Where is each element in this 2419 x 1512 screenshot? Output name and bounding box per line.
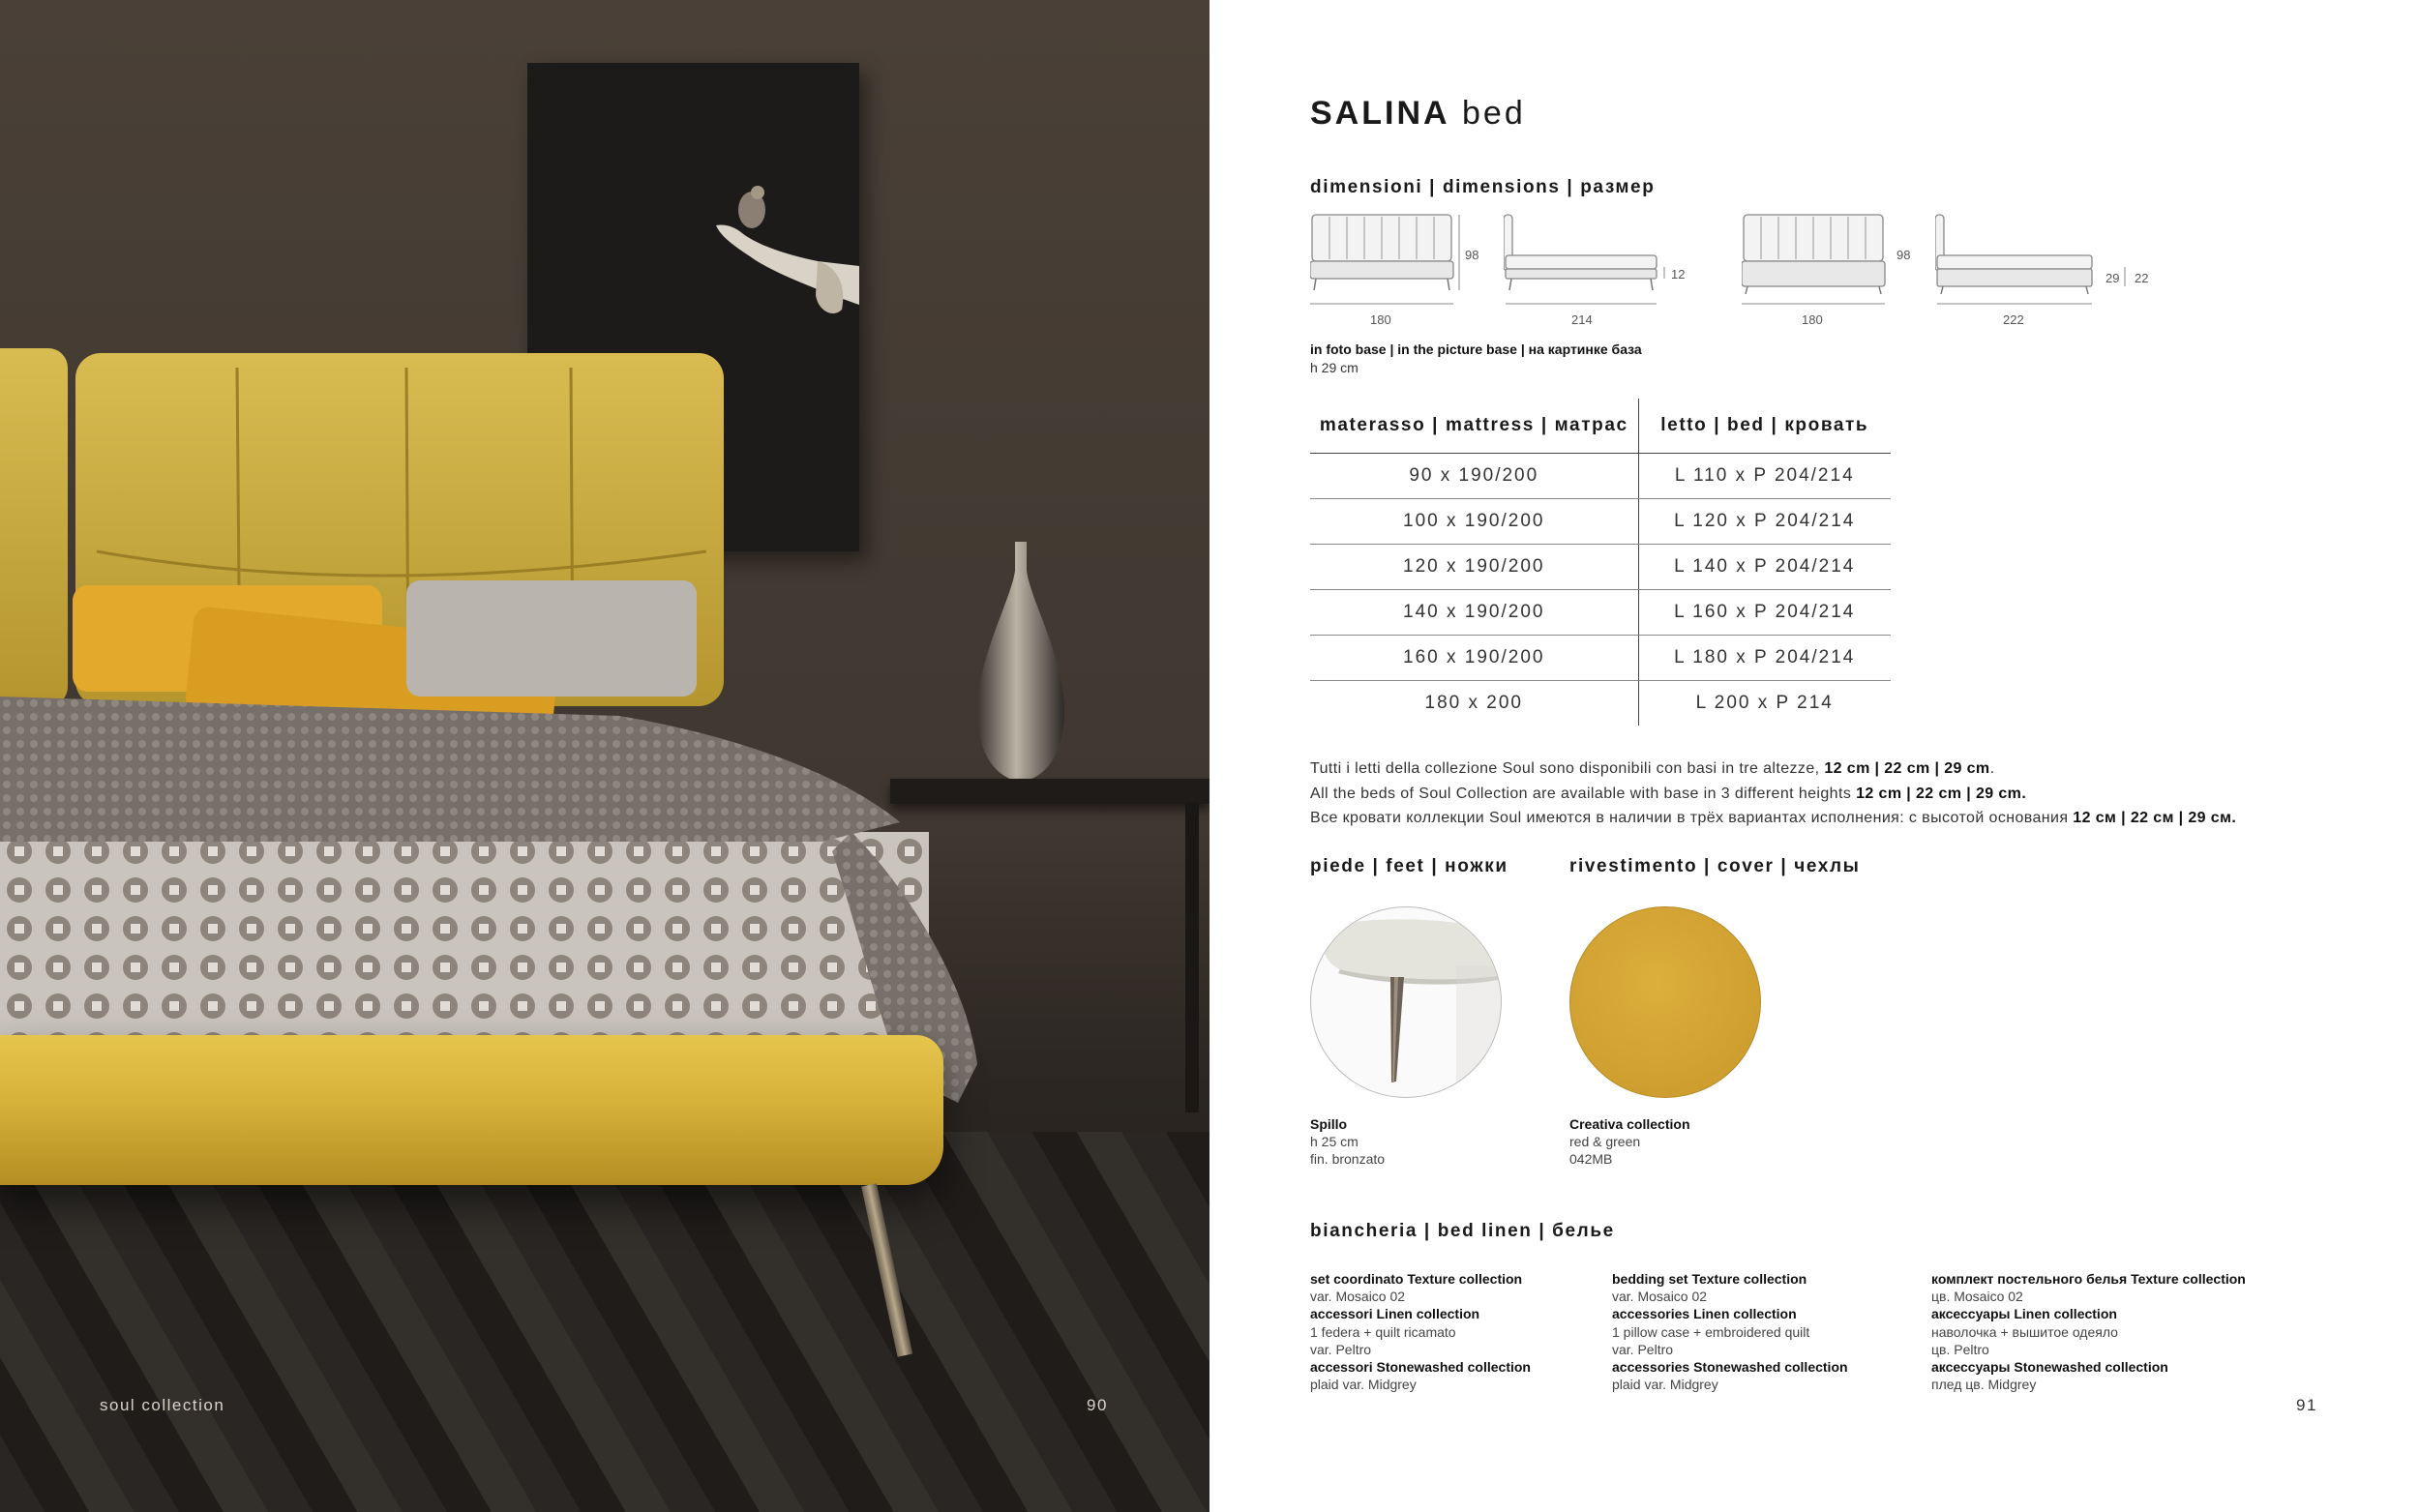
product-name: SALINA [1310, 95, 1450, 132]
list-item: bedding set Texture collection [1612, 1271, 1807, 1287]
mattress-cell: 160 x 190/200 [1310, 635, 1638, 680]
feet-height: h 25 cm [1310, 1134, 1359, 1149]
availability-text: Tutti i letti della collezione Soul sono disponibili con basi in tre altezze, [1310, 760, 1825, 777]
list-item: accessori Stonewashed collection [1310, 1359, 1531, 1376]
list-item: var. Mosaico 02 [1612, 1289, 1708, 1305]
height-label: 29 [2105, 271, 2120, 285]
collection-footer: soul collection [100, 1396, 225, 1414]
feet-finish: fin. bronzato [1310, 1151, 1386, 1167]
yellow-bed-base [0, 1035, 943, 1185]
page-number: 91 [2296, 1396, 2317, 1414]
cover-color: red & green [1569, 1134, 1641, 1149]
product-type: bed [1462, 95, 1526, 132]
table-header-row [1310, 399, 1891, 453]
list-item: 1 federa + quilt ricamato [1310, 1323, 1456, 1340]
height-label: 98 [1896, 248, 1911, 262]
cover-name: Creativa collection [1569, 1116, 1690, 1132]
cover-description [1569, 1115, 1690, 1168]
list-item: цв. Mosaico 02 [1931, 1289, 2023, 1305]
table-row [1310, 680, 1891, 726]
availability-end: . [1989, 760, 1995, 777]
mattress-column-header: materasso | mattress | матрас [1310, 399, 1638, 453]
list-item: var. Peltro [1612, 1341, 1674, 1357]
availability-note [1310, 756, 2236, 831]
list-item: 1 pillow case + embroidered quilt [1612, 1323, 1810, 1340]
availability-heights: 12 cm | 22 cm | 29 cm. [1856, 785, 2027, 802]
list-item: плед цв. Midgrey [1931, 1377, 2037, 1393]
nightstand-leg [1185, 803, 1199, 1112]
base-caption: in foto base | in the picture base | на картинке база [1310, 341, 1642, 357]
list-item: var. Peltro [1310, 1341, 1372, 1357]
front-view-diagram [1742, 211, 1935, 337]
silver-vase [972, 542, 1069, 784]
wood-floor [0, 1132, 1210, 1512]
list-item: комплект постельного белья Texture collection [1931, 1271, 2246, 1287]
mattress-cell: 100 x 190/200 [1310, 498, 1638, 544]
availability-heights: 12 см | 22 см | 29 см. [2073, 810, 2237, 826]
list-item: accessori Linen collection [1310, 1306, 1480, 1322]
front-view-diagram [1310, 211, 1504, 337]
list-item: plaid var. Midgrey [1310, 1377, 1417, 1393]
height-label: 22 [2135, 271, 2149, 285]
mattress-cell: 180 x 200 [1310, 680, 1638, 726]
list-item: цв. Peltro [1931, 1341, 1989, 1357]
table-row [1310, 635, 1891, 680]
height-label: 12 [1671, 267, 1686, 282]
mattress-cell: 140 x 190/200 [1310, 589, 1638, 635]
height-label: 98 [1465, 248, 1479, 262]
list-item: аксессуары Linen collection [1931, 1306, 2117, 1322]
product-title [1310, 95, 1526, 133]
bed-cell: L 120 x P 204/214 [1638, 498, 1891, 544]
page-number: 90 [1087, 1396, 1108, 1414]
linen-list-russian [1931, 1270, 2246, 1393]
list-item: plaid var. Midgrey [1612, 1377, 1718, 1393]
bed-cell: L 200 x P 214 [1695, 692, 1834, 713]
list-item: accessories Linen collection [1612, 1306, 1797, 1322]
mattress-cell: 90 x 190/200 [1310, 453, 1638, 498]
feet-name: Spillo [1310, 1116, 1348, 1132]
bed-column-header: letto | bed | кровать [1638, 399, 1891, 453]
feet-heading: piede | feet | ножки [1310, 856, 1508, 876]
feet-description [1310, 1115, 1385, 1168]
base-height: h 29 cm [1310, 360, 1359, 375]
width-label: 180 [1370, 312, 1391, 327]
width-label: 222 [2003, 312, 2024, 327]
list-item: accessories Stonewashed collection [1612, 1359, 1848, 1376]
bed-cell: L 140 x P 204/214 [1638, 544, 1891, 589]
size-table [1310, 399, 1891, 726]
table-row [1310, 544, 1891, 589]
bed-linen-heading: biancheria | bed linen | белье [1310, 1221, 1615, 1241]
bed-cell: L 180 x P 204/214 [1638, 635, 1891, 680]
availability-line-it [1310, 756, 2236, 782]
bed-headboard [0, 348, 740, 716]
availability-text: All the beds of Soul Collection are available with base in 3 different heights [1310, 785, 1857, 802]
side-view-diagram [1935, 211, 2158, 337]
availability-line-en [1310, 782, 2236, 807]
linen-list-italian [1310, 1270, 1531, 1393]
bed-cell: L 110 x P 204/214 [1638, 453, 1891, 498]
table-row [1310, 589, 1891, 635]
dimensions-heading: dimensioni | dimensions | размер [1310, 177, 1656, 197]
cover-swatch-image [1569, 906, 1761, 1098]
mattress-cell: 120 x 190/200 [1310, 544, 1638, 589]
table-row [1310, 453, 1891, 498]
width-label: 214 [1571, 312, 1593, 327]
list-item: наволочка + вышитое одеяло [1931, 1323, 2118, 1340]
specification-page [1210, 0, 2419, 1512]
feet-swatch-image [1310, 906, 1502, 1098]
list-item: set coordinato Texture collection [1310, 1271, 1523, 1287]
availability-line-ru [1310, 806, 2236, 831]
table-row [1310, 498, 1891, 544]
bed-cell: L 160 x P 204/214 [1638, 589, 1891, 635]
list-item: var. Mosaico 02 [1310, 1289, 1406, 1305]
cover-code: 042MB [1569, 1151, 1613, 1167]
availability-heights: 12 cm | 22 cm | 29 cm [1824, 760, 1990, 777]
cover-heading: rivestimento | cover | чехлы [1569, 856, 1861, 876]
side-view-diagram [1504, 211, 1707, 337]
list-item: аксессуары Stonewashed collection [1931, 1359, 2168, 1376]
availability-text: Все кровати коллекции Soul имеются в наличии в трёх вариантах исполнения: с высотой основания [1310, 810, 2074, 826]
linen-list-english [1612, 1270, 1848, 1393]
width-label: 180 [1802, 312, 1823, 327]
